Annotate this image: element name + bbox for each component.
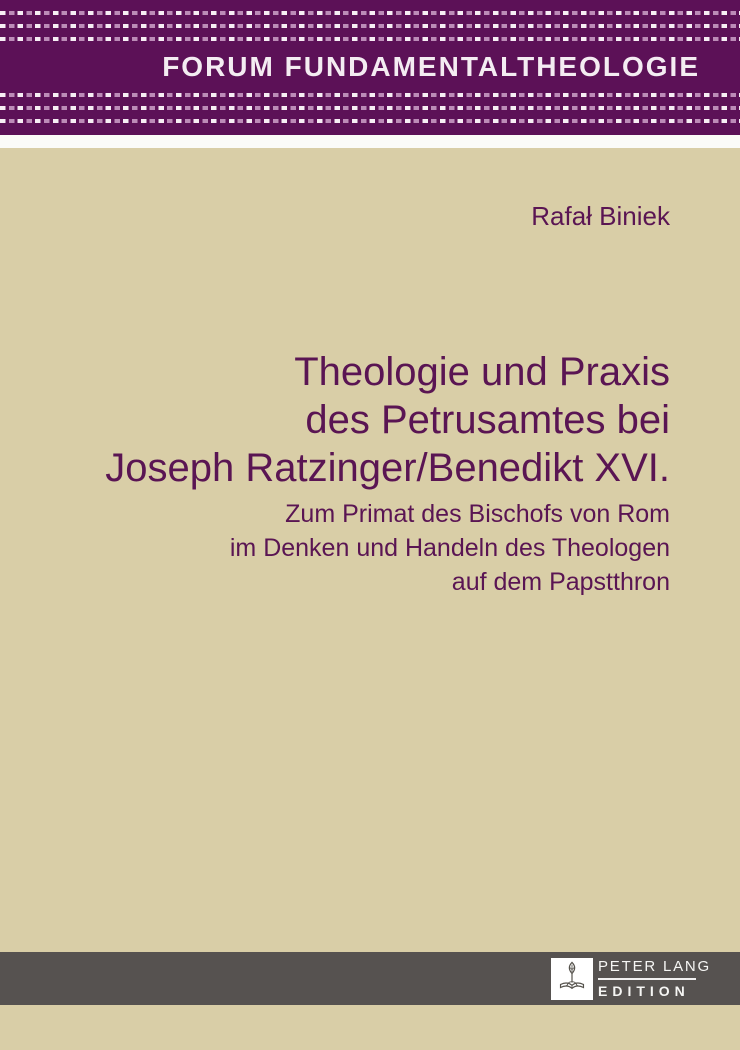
book-subtitle-line: auf dem Papstthron (451, 568, 670, 596)
divider-strip (0, 135, 740, 148)
dashed-line-decoration (0, 119, 740, 123)
publisher-emblem-box (551, 958, 593, 1000)
publisher-logo (551, 952, 712, 1005)
dashed-line-decoration (0, 11, 740, 15)
book-title-line: Theologie und Praxis (294, 350, 670, 394)
dashed-line-decoration (0, 106, 740, 110)
publisher-name: PETER LANG (598, 958, 712, 975)
publisher-edition: EDITION (598, 983, 690, 999)
dashed-line-decoration (0, 93, 740, 97)
publisher-bar (0, 952, 740, 1005)
publisher-text (598, 958, 712, 999)
series-title: FORUM FUNDAMENTALTHEOLOGIE (162, 51, 700, 82)
series-band (0, 0, 740, 135)
book-subtitle-line: im Denken und Handeln des Theologen (229, 534, 670, 562)
book-subtitle (0, 497, 670, 599)
author-name: Rafał Biniek (531, 201, 670, 231)
book-title (0, 348, 670, 492)
dashed-line-decoration (0, 24, 740, 28)
book-title-line: des Petrusamtes bei (305, 398, 670, 442)
book-subtitle-line: Zum Primat des Bischofs von Rom (285, 500, 670, 528)
tree-and-book-icon (555, 959, 589, 998)
dashed-line-decoration (0, 37, 740, 41)
book-title-line: Joseph Ratzinger/Benedikt XVI. (105, 446, 670, 490)
publisher-rule (598, 978, 696, 980)
